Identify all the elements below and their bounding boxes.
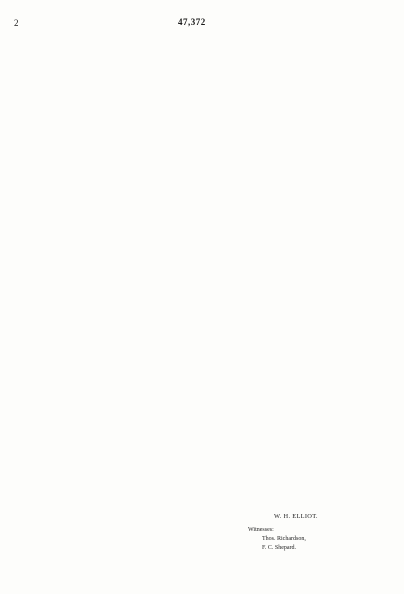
page-number: 2 <box>14 18 19 28</box>
witnesses-label: Witnesses: <box>248 527 274 533</box>
patent-number: 47,372 <box>178 17 206 27</box>
text-column-right <box>212 40 390 472</box>
witness-name-1: Thos. Richardson, <box>262 536 306 542</box>
inventor-signature: W. H. ELLIOT. <box>274 513 318 520</box>
witness-block <box>248 526 306 553</box>
text-column-left <box>16 40 194 472</box>
witness-name-2: F. C. Shepard. <box>262 545 297 551</box>
